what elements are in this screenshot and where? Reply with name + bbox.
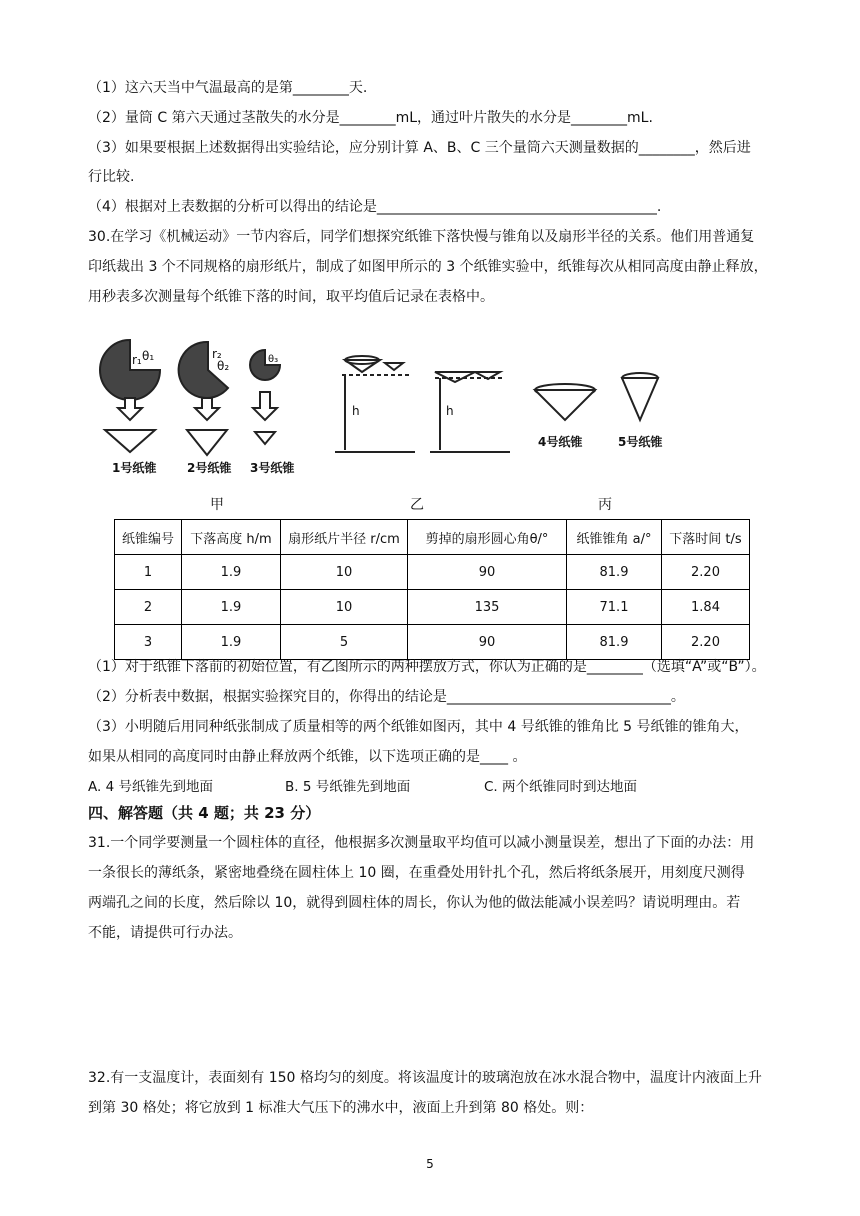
radius-label: r₂ bbox=[212, 347, 222, 361]
q29-part2: （2）量筒 C 第六天通过茎散失的水分是________mL，通过叶片散失的水分是________mL. bbox=[88, 110, 653, 126]
table-cell: 5 bbox=[281, 625, 408, 660]
table-row bbox=[115, 625, 750, 660]
table-cell: 10 bbox=[281, 555, 408, 590]
q30-part1: （1）对于纸锥下落前的初始位置，有乙图所示的两种摆放方式，你认为正确的是________（选填“A”或“B”）。 bbox=[88, 659, 766, 675]
cone-label: 4号纸锥 bbox=[538, 435, 583, 449]
table-cell: 2 bbox=[115, 590, 182, 625]
q30-part3-line1: （3）小明随后用同种纸张制成了质量相等的两个纸锥如图丙，其中 4 号纸锥的锥角比 5 号纸锥的锥角大， bbox=[88, 719, 749, 735]
q29-part1: （1）这六天当中气温最高的是第________天. bbox=[88, 80, 368, 96]
table-cell: 81.9 bbox=[567, 555, 662, 590]
table-cell: 81.9 bbox=[567, 625, 662, 660]
table-cell: 1.84 bbox=[662, 590, 750, 625]
section-heading: 四、解答题（共 4 题；共 23 分） bbox=[88, 804, 321, 822]
table-cell: 3 bbox=[115, 625, 182, 660]
table-cell: 10 bbox=[281, 590, 408, 625]
table-row bbox=[115, 555, 750, 590]
q29-part4: （4）根据对上表数据的分析可以得出的结论是________________________________________. bbox=[88, 199, 662, 215]
table-cell: 90 bbox=[408, 625, 567, 660]
table-cell: 135 bbox=[408, 590, 567, 625]
table-cell: 2.20 bbox=[662, 555, 750, 590]
table-cell: 71.1 bbox=[567, 590, 662, 625]
table-header-cell: 下落时间 t/s bbox=[662, 520, 750, 555]
q30-stem-line2: 印纸裁出 3 个不同规格的扇形纸片，制成了如图甲所示的 3 个纸锥实验中，纸锥每次从相同高度由静止释放， bbox=[88, 259, 768, 275]
q32-line2: 到第 30 格处；将它放到 1 标准大气压下的沸水中，液面上升到第 80 格处。则： bbox=[88, 1100, 594, 1116]
table-header-cell: 下落高度 h/m bbox=[182, 520, 281, 555]
q29-part3-line1: （3）如果要根据上述数据得出实验结论，应分别计算 A、B、C 三个量筒六天测量数据的________，然后进 bbox=[88, 140, 751, 156]
height-label: h bbox=[352, 404, 360, 418]
cone-label: 5号纸锥 bbox=[618, 435, 663, 449]
theta-label: θ₁ bbox=[142, 349, 155, 363]
experiment-table bbox=[114, 519, 750, 660]
table-header-cell: 剪掉的扇形圆心角θ/° bbox=[408, 520, 567, 555]
radius-label: r₁ bbox=[132, 353, 142, 367]
option-a: A. 4 号纸锥先到地面 bbox=[88, 779, 213, 795]
figure-label-jia: 甲 bbox=[210, 497, 224, 513]
q30-part3-line2: 如果从相同的高度同时由静止释放两个纸锥，以下选项正确的是____ 。 bbox=[88, 749, 527, 765]
table-cell: 1.9 bbox=[182, 625, 281, 660]
table-header-cell: 扇形纸片半径 r/cm bbox=[281, 520, 408, 555]
table-cell: 1.9 bbox=[182, 590, 281, 625]
option-c: C. 两个纸锥同时到达地面 bbox=[484, 779, 638, 795]
cone-label: 1号纸锥 bbox=[112, 461, 157, 475]
theta-label: θ₃ bbox=[268, 354, 279, 365]
table-row bbox=[115, 590, 750, 625]
table-header-row bbox=[115, 520, 750, 555]
table-cell: 1 bbox=[115, 555, 182, 590]
theta-label: θ₂ bbox=[217, 359, 230, 373]
q31-line3: 两端孔之间的长度，然后除以 10，就得到圆柱体的周长，你认为他的做法能减小误差吗？请说明理由。若 bbox=[88, 895, 741, 911]
cone-label: 2号纸锥 bbox=[187, 461, 232, 475]
figure-label-bing: 丙 bbox=[598, 497, 612, 513]
paper-cone-figure bbox=[90, 320, 690, 490]
q32-line1: 32.有一支温度计，表面刻有 150 格均匀的刻度。将该温度计的玻璃泡放在冰水混合物中，温度计内液面上升 bbox=[88, 1070, 762, 1086]
page-number: 5 bbox=[426, 1157, 434, 1171]
figure-label-yi: 乙 bbox=[410, 497, 424, 513]
q30-part2: （2）分析表中数据，根据实验探究目的，你得出的结论是________________________________。 bbox=[88, 689, 685, 705]
option-b: B. 5 号纸锥先到地面 bbox=[285, 779, 411, 795]
table-header-cell: 纸锥锥角 a/° bbox=[567, 520, 662, 555]
table-cell: 2.20 bbox=[662, 625, 750, 660]
q31-line2: 一条很长的薄纸条，紧密地叠绕在圆柱体上 10 圈，在重叠处用针扎个孔，然后将纸条展开，用刻度尺测得 bbox=[88, 865, 745, 881]
table-cell: 1.9 bbox=[182, 555, 281, 590]
cone-label: 3号纸锥 bbox=[250, 461, 295, 475]
q30-stem-line1: 30.在学习《机械运动》一节内容后，同学们想探究纸锥下落快慢与锥角以及扇形半径的关系。他们用普通复 bbox=[88, 229, 755, 245]
table-cell: 90 bbox=[408, 555, 567, 590]
table-header-cell: 纸锥编号 bbox=[115, 520, 182, 555]
q31-line4: 不能，请提供可行办法。 bbox=[88, 925, 242, 941]
height-label: h bbox=[446, 404, 454, 418]
q30-stem-line3: 用秒表多次测量每个纸锥下落的时间，取平均值后记录在表格中。 bbox=[88, 289, 494, 305]
q31-line1: 31.一个同学要测量一个圆柱体的直径，他根据多次测量取平均值可以减小测量误差，想出了下面的办法：用 bbox=[88, 835, 755, 851]
q29-part3-line2: 行比较. bbox=[88, 169, 135, 185]
